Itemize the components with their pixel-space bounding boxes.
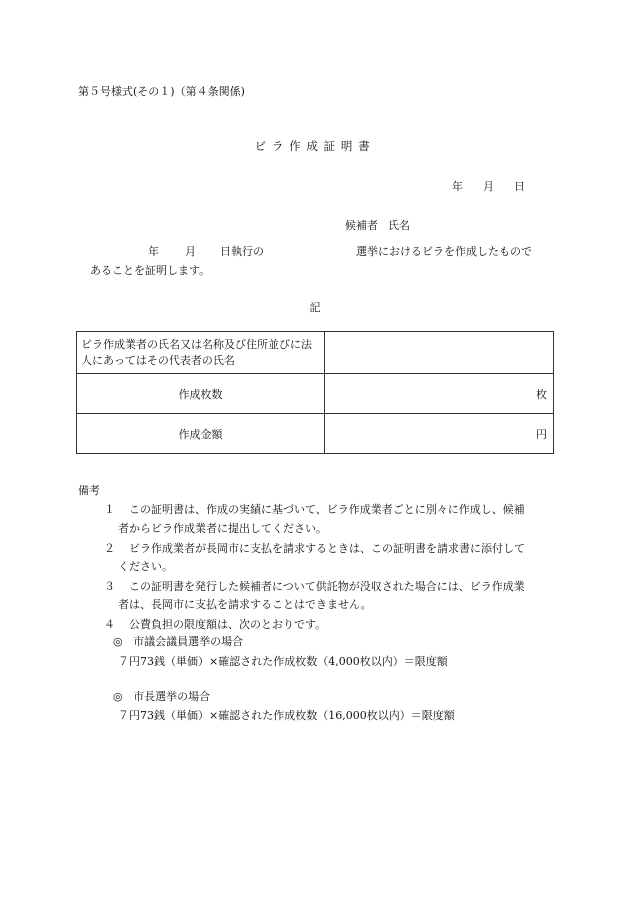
note-number: ２ xyxy=(104,542,115,555)
cert-execution: 日執行の xyxy=(220,245,264,258)
candidate-name-label: 氏名 xyxy=(388,219,410,232)
note-number: ３ xyxy=(104,580,115,593)
limit-1-heading xyxy=(113,633,243,649)
note-number: ４ xyxy=(104,618,115,631)
limit-heading: 市長選挙の場合 xyxy=(133,690,211,703)
note-4 xyxy=(104,615,326,634)
note-1-cont: 者からビラ作成業者に提出してください。 xyxy=(118,522,327,535)
contractor-value xyxy=(325,332,554,374)
candidate-label: 候補者 xyxy=(345,219,378,232)
note-text: この証明書は、作成の実績に基づいて、ビラ作成業者ごとに別々に作成し、候補 xyxy=(129,503,525,516)
note-number: １ xyxy=(104,503,115,516)
table-row xyxy=(77,374,554,414)
limit-1-formula: ７円73銭（単価）×確認された作成枚数（4,000枚以内）＝限度額 xyxy=(118,655,448,668)
ki-heading: 記 xyxy=(309,301,321,314)
certification-line-1 xyxy=(148,243,532,259)
certification-line-2: あることを証明します。 xyxy=(90,264,211,277)
quantity-value: 枚 xyxy=(325,374,554,414)
table-row xyxy=(77,414,554,454)
table-row xyxy=(77,332,554,374)
amount-value: 円 xyxy=(325,414,554,454)
date-month: 月 xyxy=(483,180,494,193)
note-1 xyxy=(104,500,525,519)
limit-heading: 市議会議員選挙の場合 xyxy=(133,635,244,648)
note-text: この証明書を発行した候補者について供託物が没収された場合には、ビラ作成業 xyxy=(129,580,525,593)
note-3-cont: 者は、長岡市に支払を請求することはできません。 xyxy=(118,598,372,611)
document-title: ビラ作成証明書 xyxy=(254,139,376,153)
remarks-title: 備考 xyxy=(78,484,100,497)
double-circle-icon: ◎ xyxy=(113,690,123,703)
limit-2-formula: ７円73銭（単価）×確認された作成枚数（16,000枚以内）＝限度額 xyxy=(118,709,455,722)
quantity-label: 作成枚数 xyxy=(77,374,325,414)
form-number: 第５号様式(その１)（第４条関係) xyxy=(78,85,245,98)
cert-year: 年 xyxy=(148,245,159,258)
note-text: 公費負担の限度額は、次のとおりです。 xyxy=(129,618,327,631)
cert-text: 選挙におけるビラを作成したもので xyxy=(356,245,532,258)
note-3 xyxy=(104,577,525,596)
limit-2-heading xyxy=(113,688,210,704)
note-text: ビラ作成業者が長岡市に支払を請求するときは、この証明書を請求書に添付して xyxy=(129,542,525,555)
double-circle-icon: ◎ xyxy=(113,635,123,648)
amount-label: 作成金額 xyxy=(77,414,325,454)
date-day: 日 xyxy=(514,180,525,193)
date-line xyxy=(452,178,525,194)
contractor-label: ビラ作成業者の氏名又は名称及び住所並びに法人にあってはその代表者の氏名 xyxy=(77,332,325,374)
info-table xyxy=(76,331,554,454)
candidate-line xyxy=(345,217,410,233)
note-2-cont: ください。 xyxy=(118,560,173,573)
note-2 xyxy=(104,539,525,558)
date-year: 年 xyxy=(452,180,463,193)
cert-month: 月 xyxy=(185,245,196,258)
